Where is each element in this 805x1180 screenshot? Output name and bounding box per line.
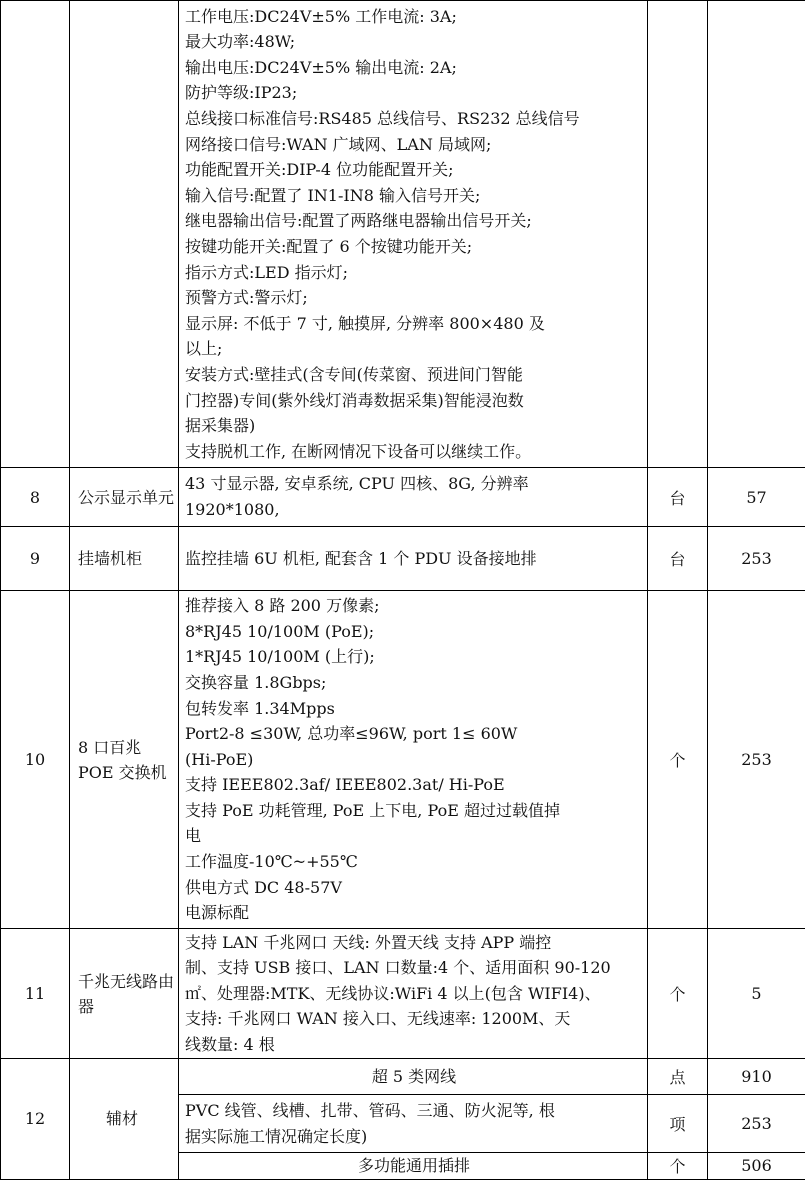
quantity-cell: 910: [708, 1059, 805, 1095]
spec-line: 最大功率:48W;: [185, 29, 643, 55]
spec-line: 供电方式 DC 48-57V: [185, 875, 643, 901]
spec-cell: [179, 1153, 648, 1180]
spec-line: 输出电压:DC24V±5% 输出电流: 2A;: [185, 55, 643, 81]
unit-cell: 台: [648, 468, 708, 527]
table-row-aux-1: [1, 1059, 805, 1095]
table-row-wifi-router: [1, 929, 805, 1059]
spec-line: 监控挂墙 6U 机柜, 配套含 1 个 PDU 设备接地排: [185, 546, 643, 572]
row-number-cell: 11: [1, 929, 70, 1059]
quantity-cell: 5: [708, 929, 805, 1059]
spec-line: Port2-8 ≤30W, 总功率≤96W, port 1≤ 60W: [185, 721, 643, 747]
unit-cell: 项: [648, 1095, 708, 1153]
spec-cell: [179, 468, 648, 527]
item-name-cell: 挂墙机柜: [70, 527, 179, 591]
unit-cell: 个: [648, 1153, 708, 1180]
table-row-display-unit: [1, 468, 805, 527]
row-number-cell: 10: [1, 591, 70, 929]
spec-line: 支持 IEEE802.3af/ IEEE802.3at/ Hi-PoE: [185, 772, 643, 798]
spec-line: 据采集器): [185, 413, 643, 439]
unit-cell: 个: [648, 591, 708, 929]
spec-line: 1920*1080,: [185, 497, 643, 523]
spec-line: 交换容量 1.8Gbps;: [185, 670, 643, 696]
spec-line: 安装方式:壁挂式(含专间(传菜窗、预进间门智能: [185, 362, 643, 388]
spec-line: 支持脱机工作, 在断网情况下设备可以继续工作。: [185, 439, 643, 465]
quantity-cell: 57: [708, 468, 805, 527]
spec-line: 支持 PoE 功耗管理, PoE 上下电, PoE 超过过载值掉: [185, 798, 643, 824]
spec-line: 继电器输出信号:配置了两路继电器输出信号开关;: [185, 208, 643, 234]
spec-cell: [179, 591, 648, 929]
spec-line: 制、支持 USB 接口、LAN 口数量:4 个、适用面积 90-120: [185, 955, 643, 981]
row-number-cell: 9: [1, 527, 70, 591]
item-name-cell: 8 口百兆POE 交换机: [70, 591, 179, 929]
spec-line: (Hi-PoE): [185, 747, 643, 773]
item-name-cell: 千兆无线路由器: [70, 929, 179, 1059]
spec-line: 43 寸显示器, 安卓系统, CPU 四核、8G, 分辨率: [185, 471, 643, 497]
quantity-cell: 253: [708, 591, 805, 929]
spec-line: 显示屏: 不低于 7 寸, 触摸屏, 分辨率 800×480 及: [185, 311, 643, 337]
table-row-wall-cabinet: [1, 527, 805, 591]
quantity-cell: 506: [708, 1153, 805, 1180]
spec-line: 以上;: [185, 336, 643, 362]
spec-line: 指示方式:LED 指示灯;: [185, 260, 643, 286]
spec-line: ㎡、处理器:MTK、无线协议:WiFi 4 以上(包含 WIFI4)、: [185, 981, 643, 1007]
spec-line: 网络接口信号:WAN 广域网、LAN 局域网;: [185, 132, 643, 158]
row-number-cell: 8: [1, 468, 70, 527]
spec-line: 工作温度-10℃~+55℃: [185, 849, 643, 875]
unit-cell: 个: [648, 929, 708, 1059]
quantity-cell: 253: [708, 527, 805, 591]
table-row-controller-continued: [1, 1, 805, 468]
table-row-poe-switch: [1, 591, 805, 929]
spec-line: 防护等级:IP23;: [185, 80, 643, 106]
spec-line: 预警方式:警示灯;: [185, 285, 643, 311]
item-name-cell: [70, 1, 179, 468]
spec-line: 门控器)专间(紫外线灯消毒数据采集)智能浸泡数: [185, 388, 643, 414]
spec-line: 输入信号:配置了 IN1-IN8 输入信号开关;: [185, 183, 643, 209]
spec-line: PVC 线管、线槽、扎带、管码、三通、防火泥等, 根: [185, 1098, 643, 1124]
spec-line: 多功能通用插排: [185, 1153, 643, 1179]
spec-line: 电: [185, 823, 643, 849]
spec-line: 支持: 千兆网口 WAN 接入口、无线速率: 1200M、天: [185, 1006, 643, 1032]
quantity-cell: 253: [708, 1095, 805, 1153]
unit-cell: 点: [648, 1059, 708, 1095]
spec-line: 超 5 类网线: [185, 1064, 643, 1090]
spec-line: 总线接口标准信号:RS485 总线信号、RS232 总线信号: [185, 106, 643, 132]
spec-line: 包转发率 1.34Mpps: [185, 696, 643, 722]
spec-cell: [179, 929, 648, 1059]
spec-cell: [179, 1059, 648, 1095]
spec-cell: [179, 527, 648, 591]
row-number-cell: [1, 1, 70, 468]
quantity-cell: [708, 1, 805, 468]
spec-line: 支持 LAN 千兆网口 天线: 外置天线 支持 APP 端控: [185, 930, 643, 956]
row-number-cell: 12: [1, 1059, 70, 1180]
spec-line: 电源标配: [185, 900, 643, 926]
spec-line: 按键功能开关:配置了 6 个按键功能开关;: [185, 234, 643, 260]
spec-line: 推荐接入 8 路 200 万像素;: [185, 593, 643, 619]
item-name-cell: 公示显示单元: [70, 468, 179, 527]
spec-line: 据实际施工情况确定长度): [185, 1124, 643, 1150]
spec-cell: [179, 1095, 648, 1153]
unit-cell: 台: [648, 527, 708, 591]
unit-cell: [648, 1, 708, 468]
spec-line: 工作电压:DC24V±5% 工作电流: 3A;: [185, 4, 643, 30]
spec-line: 1*RJ45 10/100M (上行);: [185, 644, 643, 670]
item-name-cell: 辅材: [70, 1059, 179, 1180]
spec-line: 功能配置开关:DIP-4 位功能配置开关;: [185, 157, 643, 183]
spec-line: 8*RJ45 10/100M (PoE);: [185, 619, 643, 645]
spec-line: 线数量: 4 根: [185, 1032, 643, 1058]
spec-cell: [179, 1, 648, 468]
